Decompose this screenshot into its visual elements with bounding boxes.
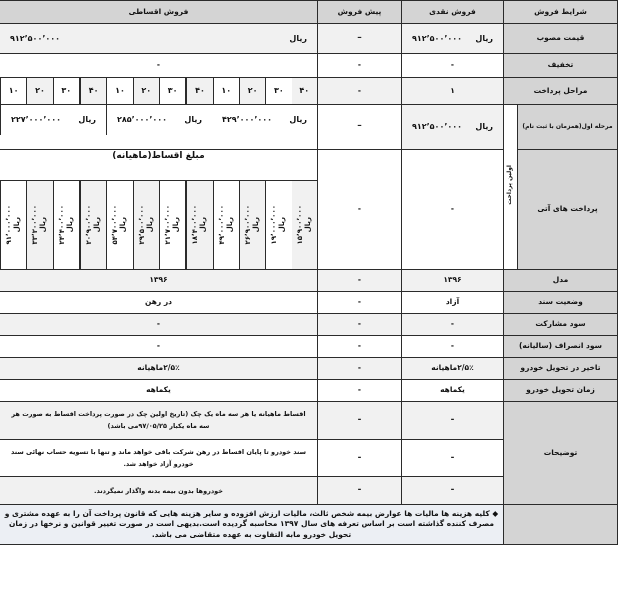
installment-amount-cell: [265, 181, 291, 269]
cash-document-status: آزاد: [401, 292, 503, 314]
row-participation-profit: [0, 314, 618, 336]
presale-delivery-delay: -: [317, 358, 401, 380]
payment-stage-cell: [133, 78, 159, 104]
cash-description-3: -: [401, 477, 503, 505]
header-cash-sale: فروش نقدی: [401, 1, 503, 24]
presale-payment-stages: -: [317, 78, 401, 105]
cash-discount: -: [401, 54, 503, 78]
row-future-payments: [0, 150, 618, 270]
first-payment-cell: [212, 105, 317, 135]
installment-amount-cell: [185, 181, 212, 269]
currency-label: ریال: [289, 115, 307, 125]
installment-amount-value: ۱۵٬۹۰۰٬۰۰۰: [295, 205, 304, 245]
installment-amount-cell: [106, 181, 132, 269]
currency-label: ریال: [278, 217, 287, 233]
payment-stage-value: ۴۰: [88, 86, 99, 96]
payment-stage-value: ۱۰: [115, 86, 125, 96]
installment-amount-value: ۲۱٬۷۰۰٬۰۰۰: [164, 205, 173, 245]
row-document-status: [0, 292, 618, 314]
currency-label: ریال: [289, 33, 307, 43]
payment-stage-value: ۴۰: [195, 86, 205, 96]
row-footnote: [0, 505, 618, 545]
first-payment-cell: [106, 105, 212, 135]
installment-approved-price-value: ۹۱۲٬۵۰۰٬۰۰۰: [9, 33, 61, 43]
payment-stage-cell: [53, 78, 79, 104]
header-presale: پیش فروش: [317, 1, 401, 24]
payment-stage-cell: [239, 78, 265, 104]
row-delivery-delay: [0, 358, 618, 380]
installment-amount-value: ۹۱٬۰۰۰٬۰۰۰: [5, 205, 14, 245]
installment-amount-cell: [133, 181, 159, 269]
presale-model: -: [317, 270, 401, 292]
payment-stage-value: ۲۰: [247, 86, 258, 96]
installment-amount-cell: [79, 181, 106, 269]
installment-amount-value: ۲۴٬۴۰۰٬۰۰۰: [57, 205, 66, 245]
currency-label: ریال: [475, 33, 493, 43]
cash-participation-profit: -: [401, 314, 503, 336]
cash-delivery-time: یکماهه: [401, 380, 503, 402]
first-payment-value: ۲۸۵٬۰۰۰٬۰۰۰: [116, 115, 168, 125]
presale-future-payments: -: [317, 150, 401, 270]
row-payment-stages: [0, 78, 618, 105]
installment-delivery-time: یکماهه: [0, 380, 317, 402]
cash-approved-price-value: ۹۱۲٬۵۰۰٬۰۰۰: [411, 33, 463, 43]
installment-document-status: در رهن: [0, 292, 317, 314]
row-delivery-time: [0, 380, 618, 402]
payment-stage-cell: [159, 78, 185, 104]
payment-stage-value: ۲۰: [35, 86, 45, 96]
currency-label: ریال: [145, 217, 154, 233]
currency-label: ریال: [252, 217, 261, 233]
label-delivery-delay: تاخیر در تحویل خودرو: [503, 358, 617, 380]
row-approved-price: [0, 24, 618, 54]
cash-future-payments: -: [401, 150, 503, 270]
currency-label: ریال: [172, 217, 181, 233]
installment-participation-profit: -: [0, 314, 317, 336]
cash-first-stage: [401, 105, 503, 150]
installment-delivery-delay: ۲/۵٪ماهیانه: [0, 358, 317, 380]
currency-label: ریال: [225, 217, 234, 233]
cash-first-stage-value: ۹۱۲٬۵۰۰٬۰۰۰: [411, 122, 463, 132]
first-payment-cell: [0, 105, 106, 135]
installment-amount-value: ۱۸٬۴۰۰٬۰۰۰: [191, 205, 200, 245]
cash-withdrawal-profit: -: [401, 336, 503, 358]
payment-stage-cell: [0, 78, 26, 104]
footnote-text: ◆ کلیه هزینه ها مالیات ها عوارض بیمه شخص ثالث، مالیات ارزش افزوده و سایر هزینه هایی که قانون پرداخت آن را به عهده مشتری و مصرف کننده گذاشته است بر اساس تعرفه های سال ۱۳۹۷ محاسبه گردیده است.بدیهی است در صورت تغییر قوانین و نرخها در زمان تحویل خودرو مابه التفاوت به عهده متقاضی می باشد.: [0, 505, 503, 545]
presale-withdrawal-profit: -: [317, 336, 401, 358]
installment-description-1: اقساط ماهیانه یا هر سه ماه یک چک (تاریخ اولین چک در صورت پرداخت اقساط به صورت هر سه ماه یکبار ۹۷/۰۵/۲۵می باشد): [0, 402, 317, 440]
installment-withdrawal-profit: -: [0, 336, 317, 358]
presale-description-3: -: [317, 477, 401, 505]
payment-stage-cell: [185, 78, 212, 104]
first-payment-value: ۴۲۹٬۰۰۰٬۰۰۰: [221, 115, 273, 125]
presale-discount: -: [317, 54, 401, 78]
label-future-payments: پرداخت های آتی: [518, 150, 618, 270]
label-document-status: وضعیت سند: [503, 292, 617, 314]
presale-document-status: -: [317, 292, 401, 314]
installment-amount-cell: [53, 181, 79, 269]
installment-amount-cell: [0, 181, 26, 269]
installment-approved-price: [0, 24, 317, 54]
footnote-spacer: [503, 505, 617, 545]
label-payment-stages: مراحل پرداخت: [503, 78, 617, 105]
currency-label: ریال: [119, 217, 128, 233]
table-header-row: [0, 1, 618, 24]
currency-label: ریال: [78, 115, 96, 125]
presale-participation-profit: -: [317, 314, 401, 336]
header-terms: شرایط فروش: [503, 1, 617, 24]
payment-stage-cell: [26, 78, 52, 104]
installment-amounts-title: مبلغ اقساط(ماهیانه): [0, 150, 317, 181]
installment-amount-cell: [239, 181, 265, 269]
row-withdrawal-profit: [0, 336, 618, 358]
presale-description-2: -: [317, 439, 401, 477]
cash-approved-price: [401, 24, 503, 54]
label-model: مدل: [503, 270, 617, 292]
payment-stage-cell: [292, 78, 317, 104]
installment-payment-stages: [0, 78, 317, 105]
installment-amount-value: ۲۰٬۹۰۰٬۰۰۰: [85, 205, 94, 245]
payment-stage-cell: [106, 78, 132, 104]
installment-amount-cell: [26, 181, 52, 269]
installment-first-stage: [0, 105, 317, 150]
presale-approved-price: –: [317, 24, 401, 54]
payment-stage-value: ۱۰: [221, 86, 232, 96]
row-discount: [0, 54, 618, 78]
currency-label: ریال: [65, 217, 74, 233]
row-descriptions-1: [0, 402, 618, 440]
row-model: [0, 270, 618, 292]
label-first-stage: مرحله اول(همزمان با ثبت نام): [518, 105, 618, 150]
label-descriptions: توضیحات: [503, 402, 617, 505]
label-participation-profit: سود مشارکت: [503, 314, 617, 336]
installment-amount-value: ۵۴٬۷۰۰٬۰۰۰: [111, 205, 120, 245]
label-delivery-time: زمان تحویل خودرو: [503, 380, 617, 402]
installment-model: ۱۳۹۶: [0, 270, 317, 292]
installment-amount-value: ۲۹٬۵۰۰٬۰۰۰: [137, 205, 146, 245]
installment-description-2: سند خودرو تا پایان اقساط در رهن شرکت باقی خواهد ماند و تنها با تسویه حساب نهائی سند خودرو آزاد خواهد شد.: [0, 439, 317, 477]
payment-stage-cell: [265, 78, 291, 104]
label-withdrawal-profit: سود انصراف (سالیانه): [503, 336, 617, 358]
label-discount: تخفیف: [503, 54, 617, 78]
installment-amount-value: ۳۳٬۲۰۰٬۰۰۰: [31, 205, 40, 245]
installment-discount: -: [0, 54, 317, 78]
payment-stage-value: ۳۰: [61, 86, 72, 96]
payment-stage-value: ۲۰: [141, 86, 152, 96]
presale-description-1: -: [317, 402, 401, 440]
payment-stage-value: ۳۰: [167, 86, 178, 96]
installment-amount-cell: [292, 181, 317, 269]
currency-label: ریال: [184, 115, 202, 125]
side-label-first-payment: اولین پرداخت: [503, 105, 517, 270]
payment-stage-value: ۱۰: [8, 86, 19, 96]
presale-delivery-time: -: [317, 380, 401, 402]
cash-description-1: -: [401, 402, 503, 440]
installment-amount-value: ۱۹٬۰۰۰٬۰۰۰: [270, 205, 279, 245]
payment-stage-cell: [79, 78, 106, 104]
currency-label: ریال: [199, 217, 208, 233]
installment-amount-cell: [159, 181, 185, 269]
installment-amount-value: ۴۹٬۰۰۰٬۰۰۰: [217, 205, 226, 245]
payment-stage-value: ۳۰: [274, 86, 284, 96]
first-payment-value: ۲۲۷٬۰۰۰٬۰۰۰: [10, 115, 62, 125]
cash-delivery-delay: ۲/۵٪ماهیانه: [401, 358, 503, 380]
currency-label: ریال: [93, 217, 102, 233]
label-approved-price: قیمت مصوب: [503, 24, 617, 54]
cash-model: ۱۳۹۶: [401, 270, 503, 292]
installment-amount-value: ۲۶٬۹۰۰٬۰۰۰: [244, 205, 253, 245]
cash-payment-stages: ۱: [401, 78, 503, 105]
currency-label: ریال: [303, 217, 312, 233]
installment-description-3: خودروها بدون بیمه بدنه واگذار نمیگردند.: [0, 477, 317, 505]
installment-future-payments: [0, 150, 317, 270]
row-first-stage: [0, 105, 618, 150]
currency-label: ریال: [13, 217, 22, 233]
currency-label: ریال: [39, 217, 48, 233]
currency-label: ریال: [475, 122, 493, 132]
presale-first-stage: –: [317, 105, 401, 150]
cash-description-2: -: [401, 439, 503, 477]
installment-amount-cell: [213, 181, 239, 269]
header-installment-sale: فروش اقساطی: [0, 1, 317, 24]
payment-stage-cell: [213, 78, 239, 104]
payment-stage-value: ۴۰: [299, 86, 310, 96]
